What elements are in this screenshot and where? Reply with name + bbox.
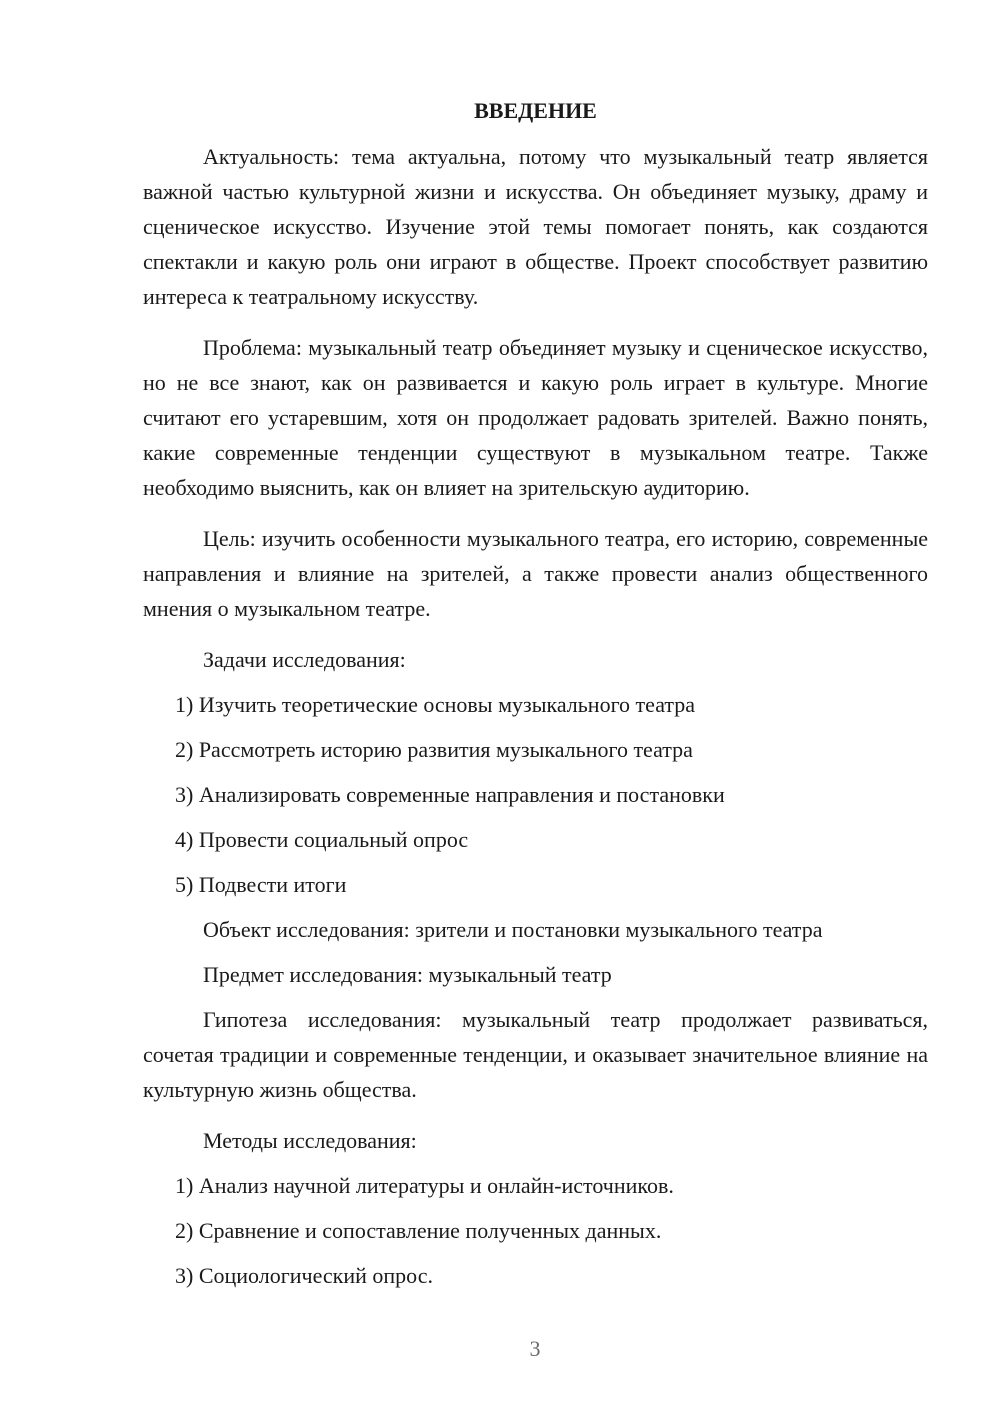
task-item: 2) Рассмотреть историю развития музыкального театра — [175, 737, 693, 762]
page-content — [143, 96, 928, 1303]
research-subject: Предмет исследования: музыкальный театр — [203, 962, 612, 987]
methods-heading: Методы исследования: — [203, 1128, 417, 1153]
task-item: 3) Анализировать современные направления и постановки — [175, 782, 725, 807]
page-number: 3 — [529, 1336, 541, 1361]
goal-paragraph: Цель: изучить особенности музыкального театра, его историю, современные направления и влияние на зрителей, а также провести анализ общественного мнения о музыкальном театре. — [143, 526, 928, 621]
relevance-paragraph: Актуальность: тема актуальна, потому что музыкальный театр является важной частью культурной жизни и искусства. Он объединяет музыку, драму и сценическое искусство. Изучение этой темы помогает понять, как создаются спектакли и какую роль они играют в обществе. Проект способствует развитию интереса к театральному искусству. — [143, 144, 928, 309]
method-item: 2) Сравнение и сопоставление полученных данных. — [175, 1218, 662, 1243]
hypothesis-paragraph: Гипотеза исследования: музыкальный театр продолжает развиваться, сочетая традиции и современные тенденции, и оказывает значительное влияние на культурную жизнь общества. — [143, 1007, 928, 1102]
method-item: 3) Социологический опрос. — [175, 1263, 433, 1288]
research-object: Объект исследования: зрители и постановки музыкального театра — [203, 917, 823, 942]
problem-paragraph: Проблема: музыкальный театр объединяет музыку и сценическое искусство, но не все знают, как он развивается и какую роль играет в культуре. Многие считают его устаревшим, хотя он продолжает радовать зрителей. Важно понять, какие современные тенденции существуют в музыкальном театре. Также необходимо выяснить, как он влияет на зрительскую аудиторию. — [143, 335, 928, 500]
task-item: 4) Провести социальный опрос — [175, 827, 469, 852]
tasks-heading: Задачи исследования: — [203, 647, 406, 672]
task-item: 5) Подвести итоги — [175, 872, 347, 897]
task-item: 1) Изучить теоретические основы музыкального театра — [175, 692, 696, 717]
method-item: 1) Анализ научной литературы и онлайн-источников. — [175, 1173, 674, 1198]
page-title: ВВЕДЕНИЕ — [474, 98, 597, 123]
